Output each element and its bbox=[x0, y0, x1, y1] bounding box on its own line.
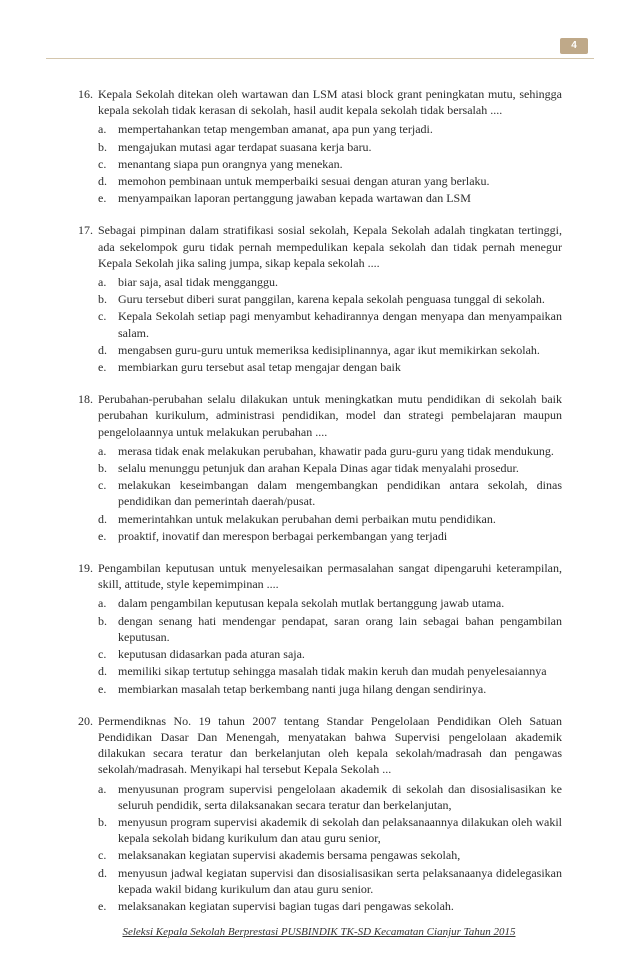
option-text: dalam pengambilan keputusan kepala sekolah mutlak bertanggung jawab utama. bbox=[118, 596, 505, 611]
option-text: melaksanakan kegiatan supervisi akademis bersama pengawas sekolah, bbox=[118, 848, 461, 863]
option-text: memiliki sikap tertutup sehingga masalah tidak makin keruh dan mudah penyelesaiannya bbox=[118, 664, 547, 679]
answer-option bbox=[78, 121, 562, 137]
question-number: 18. bbox=[78, 392, 93, 407]
option-letter: e. bbox=[98, 681, 107, 696]
answer-option bbox=[78, 139, 562, 155]
question-text: Kepala Sekolah ditekan oleh wartawan dan LSM atasi block grant peningkatan mutu, sehingga kepala sekolah tidak kerasan di sekolah, hasil audit kepala sekolah tidak bersalah .... bbox=[98, 87, 562, 118]
option-letter: e. bbox=[98, 528, 107, 543]
answer-option bbox=[78, 865, 562, 897]
option-letter: b. bbox=[98, 613, 107, 628]
option-letter: d. bbox=[98, 342, 107, 357]
question-number: 20. bbox=[78, 713, 93, 728]
option-text: keputusan didasarkan pada aturan saja. bbox=[118, 647, 305, 662]
option-text: mengabsen guru-guru untuk memeriksa kedisiplinannya, agar ikut memikirkan sekolah. bbox=[118, 342, 540, 357]
question-number: 16. bbox=[78, 87, 93, 101]
answer-option bbox=[78, 460, 562, 476]
question-stem bbox=[78, 222, 562, 271]
answer-option bbox=[78, 308, 562, 340]
option-text: mempertahankan tetap mengemban amanat, apa pun yang terjadi. bbox=[118, 122, 433, 137]
header-divider bbox=[46, 58, 594, 59]
option-letter: b. bbox=[98, 814, 107, 829]
option-text: dengan senang hati mendengar pendapat, saran orang lain sebagai bahan pengambilan keputusan. bbox=[118, 613, 562, 644]
answer-option bbox=[78, 595, 562, 611]
option-letter: a. bbox=[98, 596, 107, 611]
footer-text: Seleksi Kepala Sekolah Berprestasi PUSBINDIK TK-SD Kecamatan Cianjur Tahun 2015 bbox=[122, 926, 516, 938]
answer-option bbox=[78, 511, 562, 527]
answer-option bbox=[78, 847, 562, 863]
question-text: Pengambilan keputusan untuk menyelesaikan permasalahan sangat dipengaruhi keterampilan, skill, attitude, style kepemimpinan .... bbox=[98, 561, 562, 592]
answer-option bbox=[78, 663, 562, 679]
option-text: merasa tidak enak melakukan perubahan, khawatir pada guru-guru yang tidak mendukung. bbox=[118, 443, 554, 458]
option-text: melakukan keseimbangan dalam mengembangkan pendidikan antara sekolah, dinas pendidikan dan pemerintah daerah/pusat. bbox=[118, 478, 562, 509]
question-stem bbox=[78, 713, 562, 778]
answer-option bbox=[78, 613, 562, 645]
option-letter: d. bbox=[98, 865, 107, 880]
option-text: Guru tersebut diberi surat panggilan, karena kepala sekolah penguasa tunggal di sekolah. bbox=[118, 292, 545, 307]
question-stem bbox=[78, 86, 562, 118]
option-letter: c. bbox=[98, 848, 107, 863]
option-letter: d. bbox=[98, 174, 107, 189]
option-letter: a. bbox=[98, 275, 107, 290]
option-text: biar saja, asal tidak mengganggu. bbox=[118, 275, 278, 290]
answer-option bbox=[78, 190, 562, 206]
option-letter: d. bbox=[98, 664, 107, 679]
option-letter: b. bbox=[98, 292, 107, 307]
answer-option bbox=[78, 274, 562, 290]
answer-option bbox=[78, 443, 562, 459]
option-letter: a. bbox=[98, 122, 107, 137]
option-text: menyusun jadwal kegiatan supervisi dan disosialisasikan serta pelaksanaanya didelegasikan kepada wakil bidang kurikulum dan atau guru senior. bbox=[118, 865, 562, 896]
question-block bbox=[78, 86, 562, 206]
question-block bbox=[78, 391, 562, 544]
answer-option bbox=[78, 173, 562, 189]
question-list bbox=[78, 86, 562, 930]
question-block bbox=[78, 713, 562, 914]
answer-option bbox=[78, 342, 562, 358]
option-letter: c. bbox=[98, 478, 107, 493]
option-letter: e. bbox=[98, 898, 107, 913]
option-text: proaktif, inovatif dan merespon berbagai perkembangan yang terjadi bbox=[118, 528, 448, 543]
question-stem bbox=[78, 560, 562, 592]
answer-option bbox=[78, 359, 562, 375]
option-text: mengajukan mutasi agar terdapat suasana kerja baru. bbox=[118, 139, 372, 154]
option-text: memerintahkan untuk melakukan perubahan demi perbaikan mutu pendidikan. bbox=[118, 511, 496, 526]
option-text: melaksanakan kegiatan supervisi bagian tugas dari pengawas sekolah. bbox=[118, 898, 454, 913]
answer-option bbox=[78, 291, 562, 307]
question-block bbox=[78, 560, 562, 697]
page-footer bbox=[0, 926, 638, 938]
answer-option bbox=[78, 156, 562, 172]
option-letter: d. bbox=[98, 511, 107, 526]
answer-options bbox=[78, 443, 562, 544]
question-text: Permendiknas No. 19 tahun 2007 tentang Standar Pengelolaan Pendidikan Oleh Satuan Pendidikan Dasar Dan Menengah, menyatakan bahwa Supervisi pengelolaan akademik dilakukan secara teratur dan berkelanjutan oleh kepala sekolah/madrasah dan pengawas sekolah/madrasah. Menyikapi hal tersebut Kepala Sekolah ... bbox=[98, 713, 562, 777]
question-text: Sebagai pimpinan dalam stratifikasi sosial sekolah, Kepala Sekolah adalah tingkatan tertinggi, ada sekelompok guru tidak pernah mempedulikan kepala sekolah dan tidak pernah menegur Kepala Sekolah jika saling jumpa, sikap kepala sekolah .... bbox=[98, 223, 562, 270]
answer-option bbox=[78, 646, 562, 662]
option-letter: c. bbox=[98, 156, 107, 171]
answer-option bbox=[78, 814, 562, 846]
option-letter: c. bbox=[98, 647, 107, 662]
answer-options bbox=[78, 595, 562, 696]
option-text: menantang siapa pun orangnya yang menekan. bbox=[118, 156, 343, 171]
option-letter: e. bbox=[98, 191, 107, 206]
answer-options bbox=[78, 121, 562, 206]
option-letter: e. bbox=[98, 360, 107, 375]
option-letter: b. bbox=[98, 461, 107, 476]
option-text: selalu menunggu petunjuk dan arahan Kepala Dinas agar tidak menyalahi prosedur. bbox=[118, 461, 519, 476]
option-text: menyampaikan laporan pertanggung jawaban kepada wartawan dan LSM bbox=[118, 191, 471, 206]
option-text: memohon pembinaan untuk memperbaiki sesuai dengan aturan yang berlaku. bbox=[118, 174, 490, 189]
option-text: menyusun program supervisi akademik di sekolah dan pelaksanaannya dilakukan oleh wakil kepala sekolah bidang kurikulum dan atau guru senior, bbox=[118, 814, 562, 846]
question-number: 17. bbox=[78, 223, 93, 238]
question-number: 19. bbox=[78, 561, 93, 576]
answer-option bbox=[78, 781, 562, 813]
option-letter: b. bbox=[98, 139, 107, 154]
option-letter: a. bbox=[98, 443, 107, 458]
page-number-badge: 4 bbox=[560, 38, 588, 54]
answer-option bbox=[78, 898, 562, 914]
option-text: Kepala Sekolah setiap pagi menyambut kehadirannya dengan menyapa dan menyampaikan salam. bbox=[118, 309, 562, 340]
option-letter: c. bbox=[98, 309, 107, 324]
question-block bbox=[78, 222, 562, 375]
option-text: membiarkan masalah tetap berkembang nanti juga hilang dengan sendirinya. bbox=[118, 681, 487, 696]
answer-option bbox=[78, 528, 562, 544]
question-text: Perubahan-perubahan selalu dilakukan untuk meningkatkan mutu pendidikan di sekolah baik perubahan kurikulum, administrasi pendidikan, model dan strategi pembelajaran maupun pengelolaannya untuk melakukan perubahan .... bbox=[98, 392, 562, 439]
option-text: membiarkan guru tersebut asal tetap mengajar dengan baik bbox=[118, 360, 401, 375]
question-stem bbox=[78, 391, 562, 440]
option-text: menyusunan program supervisi pengelolaan akademik di sekolah dan disosialisasikan ke seluruh pendidik, serta dilaksanakan secara teratur dan berkelanjutan, bbox=[118, 781, 562, 812]
answer-option bbox=[78, 681, 562, 697]
option-letter: a. bbox=[98, 781, 107, 796]
answer-options bbox=[78, 781, 562, 915]
answer-option bbox=[78, 477, 562, 509]
answer-options bbox=[78, 274, 562, 375]
